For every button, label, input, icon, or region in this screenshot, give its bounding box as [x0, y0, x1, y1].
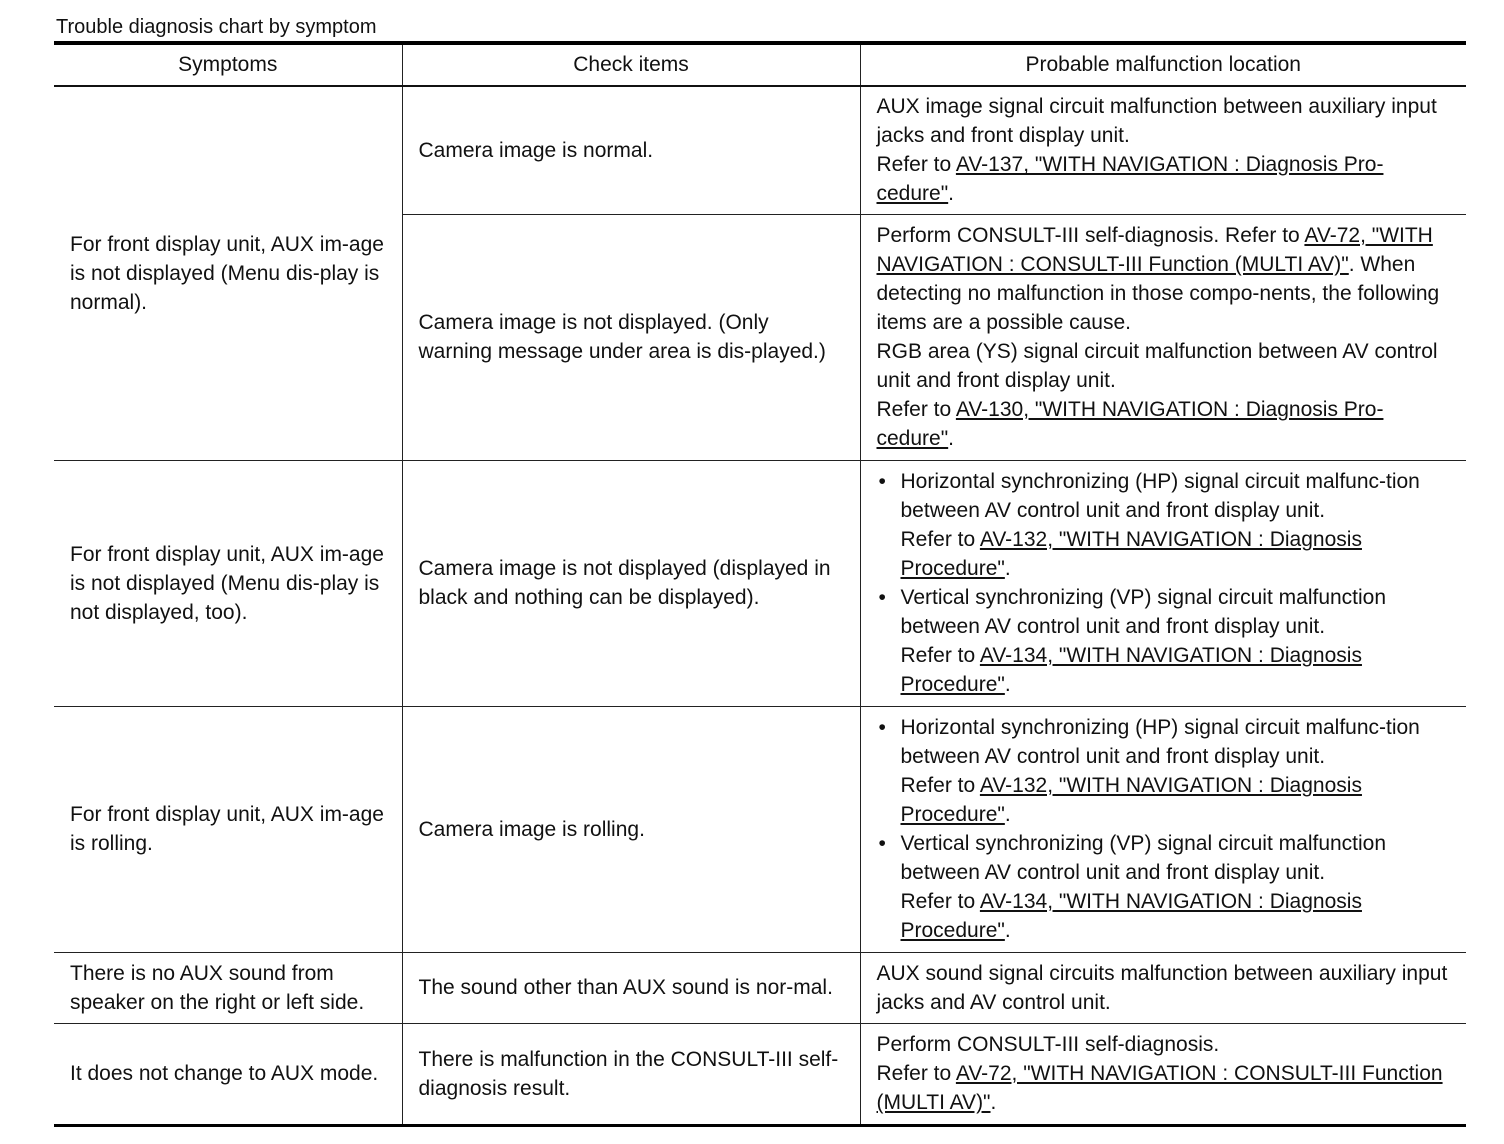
- symptom-cell: For front display unit, AUX im-age is rolling.: [54, 706, 402, 952]
- reference-link[interactable]: AV-137, "WITH NAVIGATION : Diagnosis Pro-cedure": [876, 153, 1384, 206]
- reference-link[interactable]: AV-134, "WITH NAVIGATION : Diagnosis Procedure": [900, 644, 1362, 696]
- table-row: [54, 706, 1466, 952]
- check-item-cell: Camera image is normal.: [402, 86, 860, 214]
- location-text: Horizontal synchronizing (HP) signal circuit malfunc-tion between AV control unit and front display unit.: [900, 716, 1420, 768]
- reference-link[interactable]: AV-134, "WITH NAVIGATION : Diagnosis Procedure": [900, 890, 1362, 942]
- reference-link[interactable]: AV-132, "WITH NAVIGATION : Diagnosis Procedure": [900, 774, 1362, 826]
- check-item-cell: The sound other than AUX sound is nor-mal.: [402, 952, 860, 1023]
- reference-link[interactable]: AV-130, "WITH NAVIGATION : Diagnosis Pro-cedure": [876, 398, 1384, 450]
- symptom-cell: For front display unit, AUX im-age is not displayed (Menu dis-play is normal).: [54, 86, 402, 460]
- refer-text: Refer to: [900, 890, 980, 913]
- location-cell: [860, 1023, 1466, 1125]
- location-cell: [860, 460, 1466, 706]
- punctuation: .: [1004, 557, 1011, 580]
- symptom-cell: It does not change to AUX mode.: [54, 1023, 402, 1125]
- punctuation: .: [948, 182, 955, 206]
- refer-text: Refer to: [900, 528, 980, 551]
- punctuation: .: [948, 427, 955, 450]
- symptom-cell: For front display unit, AUX im-age is not displayed (Menu dis-play is not displayed, too).: [54, 460, 402, 706]
- refer-text: Refer to: [876, 1062, 956, 1085]
- location-text: Perform CONSULT-III self-diagnosis.: [876, 1033, 1220, 1056]
- list-item: [877, 829, 1453, 945]
- location-cell: [860, 86, 1466, 214]
- location-text: Horizontal synchronizing (HP) signal circuit malfunc-tion between AV control unit and front display unit.: [900, 470, 1420, 522]
- reference-link[interactable]: AV-72, "WITH NAVIGATION : CONSULT-III Function (MULTI AV)": [876, 224, 1433, 276]
- location-cell: [860, 706, 1466, 952]
- check-item-cell: There is malfunction in the CONSULT-III self-diagnosis result.: [402, 1023, 860, 1125]
- refer-text: Refer to: [900, 644, 980, 667]
- punctuation: .: [1004, 919, 1011, 942]
- header-row: [54, 43, 1466, 86]
- reference-link[interactable]: AV-132, "WITH NAVIGATION : Diagnosis Procedure": [900, 528, 1362, 580]
- list-item: [877, 467, 1453, 583]
- chart-caption: Trouble diagnosis chart by symptom: [56, 16, 377, 38]
- table-row: [54, 86, 1466, 214]
- table-row: [54, 1023, 1466, 1125]
- header-symptoms: Symptoms: [54, 43, 402, 86]
- refer-text: Refer to: [876, 153, 956, 177]
- symptom-cell: There is no AUX sound from speaker on the right or left side.: [54, 952, 402, 1023]
- location-text: Vertical synchronizing (VP) signal circuit malfunction between AV control unit and front display unit.: [900, 832, 1387, 884]
- trouble-diagnosis-table: [54, 41, 1466, 1127]
- header-probable-location: Probable malfunction location: [860, 43, 1466, 86]
- refer-text: Refer to: [900, 774, 980, 797]
- location-text: AUX image signal circuit malfunction between auxiliary input jacks and front display unit.: [876, 95, 1437, 148]
- check-item-cell: Camera image is not displayed. (Only warning message under area is dis-played.): [402, 214, 860, 460]
- refer-text: Refer to: [876, 398, 956, 421]
- location-text: . When detecting no malfunction in those compo-nents, the following items are a possible cause.: [876, 253, 1440, 334]
- punctuation: .: [1004, 673, 1011, 696]
- header-check-items: Check items: [402, 43, 860, 86]
- bullet-list: [877, 467, 1453, 699]
- check-item-cell: Camera image is rolling.: [402, 706, 860, 952]
- reference-link[interactable]: AV-72, "WITH NAVIGATION : CONSULT-III Function (MULTI AV)": [876, 1062, 1443, 1114]
- location-text: RGB area (YS) signal circuit malfunction between AV control unit and front display unit.: [876, 340, 1438, 392]
- check-item-cell: Camera image is not displayed (displayed in black and nothing can be displayed).: [402, 460, 860, 706]
- location-cell: [860, 214, 1466, 460]
- bullet-list: [877, 713, 1453, 945]
- punctuation: .: [1004, 803, 1011, 826]
- table-row: [54, 952, 1466, 1023]
- location-text: Perform CONSULT-III self-diagnosis. Refer to: [876, 224, 1305, 247]
- table-row: [54, 460, 1466, 706]
- location-text: Vertical synchronizing (VP) signal circuit malfunction between AV control unit and front display unit.: [900, 586, 1387, 638]
- list-item: [877, 583, 1453, 699]
- location-cell: AUX sound signal circuits malfunction between auxiliary input jacks and AV control unit.: [860, 952, 1466, 1023]
- list-item: [877, 713, 1453, 829]
- punctuation: .: [990, 1091, 997, 1114]
